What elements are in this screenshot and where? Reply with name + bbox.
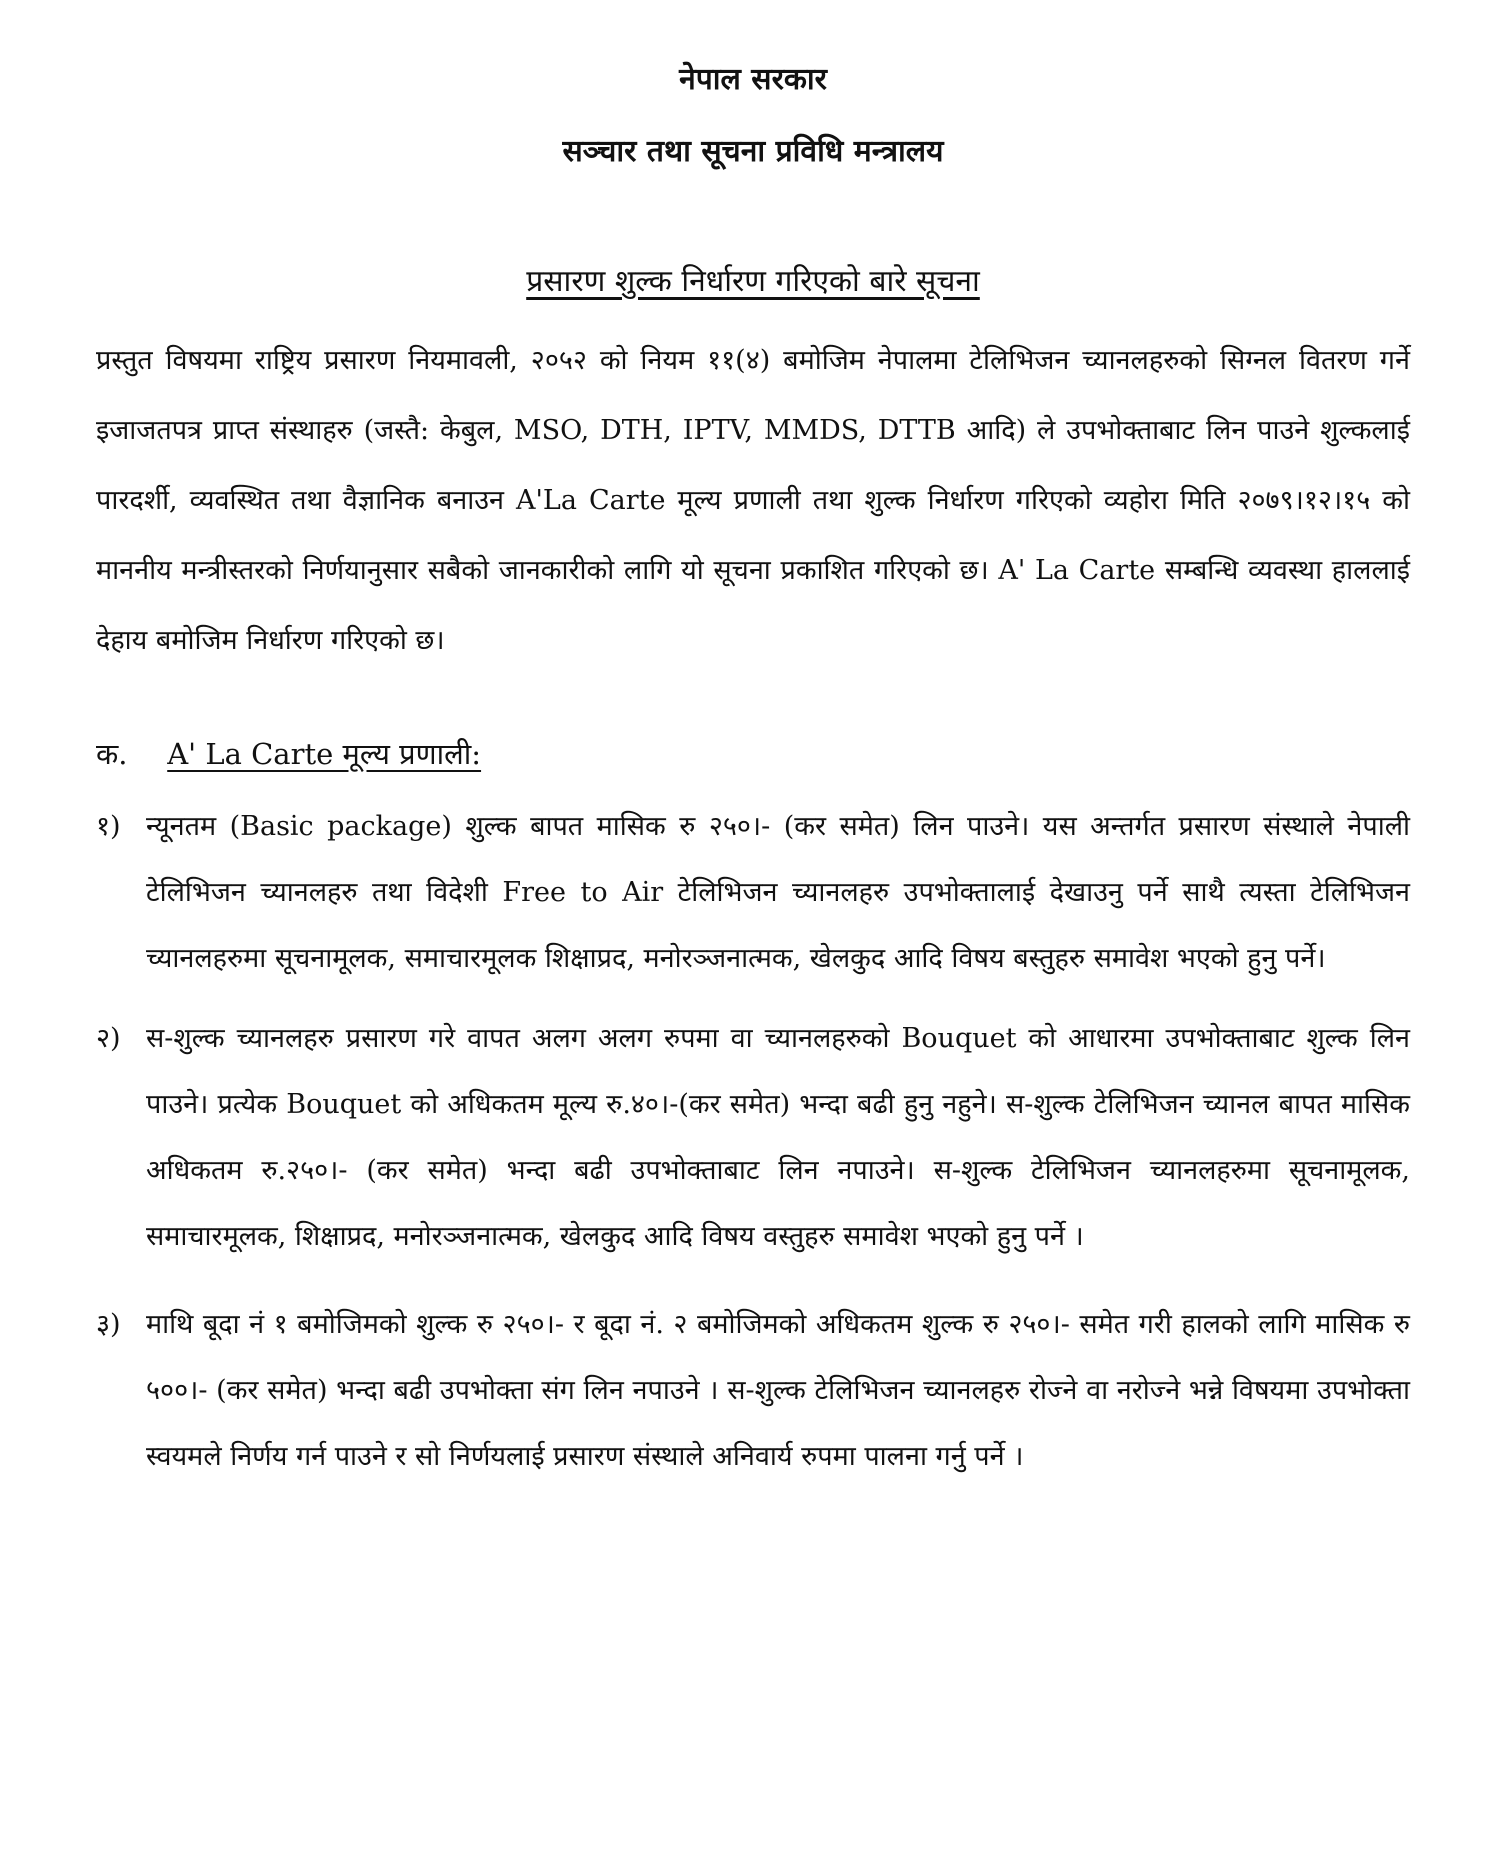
- government-heading: नेपाल सरकार: [679, 62, 827, 97]
- section-number: क.: [96, 737, 128, 771]
- list-item-number: ३): [96, 1309, 121, 1340]
- intro-paragraph: प्रस्तुत विषयमा राष्ट्रिय प्रसारण नियमावली, २०५२ को नियम ११(४) बमोजिम नेपालमा टेलिभिजन च्यानलहरुको सिग्नल वितरण गर्ने इजाजतपत्र प्राप्त संस्थाहरु (जस्तै: केबुल, MSO, DTH, IPTV, MMDS, DTTB आदि) ले उपभोक्ताबाट लिन पाउने शुल्कलाई पारदर्शी, व्यवस्थित तथा वैज्ञानिक बनाउन A'La Carte मूल्य प्रणाली तथा शुल्क निर्धारण गरिएको व्यहोरा मिति २०७९।१२।१५ को माननीय मन्त्रीस्तरको निर्णयानुसार सबैको जानकारीको लागि यो सूचना प्रकाशित गरिएको छ। A' La Carte सम्बन्धि व्यवस्था हाललाई देहाय बमोजिम निर्धारण गरिएको छ।: [96, 345, 1410, 656]
- list-item: [96, 1006, 1410, 1270]
- list-item-number: २): [96, 1023, 121, 1054]
- list-item-number: १): [96, 811, 121, 842]
- section-heading: [96, 728, 1410, 780]
- notice-subject: [96, 260, 1410, 304]
- list-item: [96, 1292, 1410, 1490]
- list-item-text: स-शुल्क च्यानलहरु प्रसारण गरे वापत अलग अलग रुपमा वा च्यानलहरुको Bouquet को आधारमा उपभोक्ताबाट शुल्क लिन पाउने। प्रत्येक Bouquet को अधिकतम मूल्य रु.४०।-(कर समेत) भन्दा बढी हुनु नहुने। स-शुल्क टेलिभिजन च्यानल बापत मासिक अधिकतम रु.२५०।- (कर समेत) भन्दा बढी उपभोक्ताबाट लिन नपाउने। स-शुल्क टेलिभिजन च्यानलहरुमा सूचनामूलक, समाचारमूलक, शिक्षाप्रद, मनोरञ्जनात्मक, खेलकुद आदि विषय वस्तुहरु समावेश भएको हुनु पर्ने ।: [146, 1023, 1410, 1252]
- notice-subject-text: प्रसारण शुल्क निर्धारण गरिएको बारे सूचना: [526, 264, 980, 299]
- section-title: A' La Carte मूल्य प्रणाली:: [167, 737, 482, 771]
- ministry-heading: सञ्चार तथा सूचना प्रविधि मन्त्रालय: [562, 134, 944, 169]
- list-item-text: न्यूनतम (Basic package) शुल्क बापत मासिक रु २५०।- (कर समेत) लिन पाउने। यस अन्तर्गत प्रसारण संस्थाले नेपाली टेलिभिजन च्यानलहरु तथा विदेशी Free to Air टेलिभिजन च्यानलहरु उपभोक्तालाई देखाउनु पर्ने साथै त्यस्ता टेलिभिजन च्यानलहरुमा सूचनामूलक, समाचारमूलक शिक्षाप्रद, मनोरञ्जनात्मक, खेलकुद आदि विषय बस्तुहरु समावेश भएको हुनु पर्ने।: [146, 811, 1410, 974]
- list-item: [96, 794, 1410, 992]
- list-item-text: माथि बूदा नं १ बमोजिमको शुल्क रु २५०।- र बूदा नं. २ बमोजिमको अधिकतम शुल्क रु २५०।- समेत गरी हालको लागि मासिक रु ५००।- (कर समेत) भन्दा बढी उपभोक्ता संग लिन नपाउने । स-शुल्क टेलिभिजन च्यानलहरु रोज्ने वा नरोज्ने भन्ने विषयमा उपभोक्ता स्वयमले निर्णय गर्न पाउने र सो निर्णयलाई प्रसारण संस्थाले अनिवार्य रुपमा पालना गर्नु पर्ने ।: [146, 1309, 1410, 1472]
